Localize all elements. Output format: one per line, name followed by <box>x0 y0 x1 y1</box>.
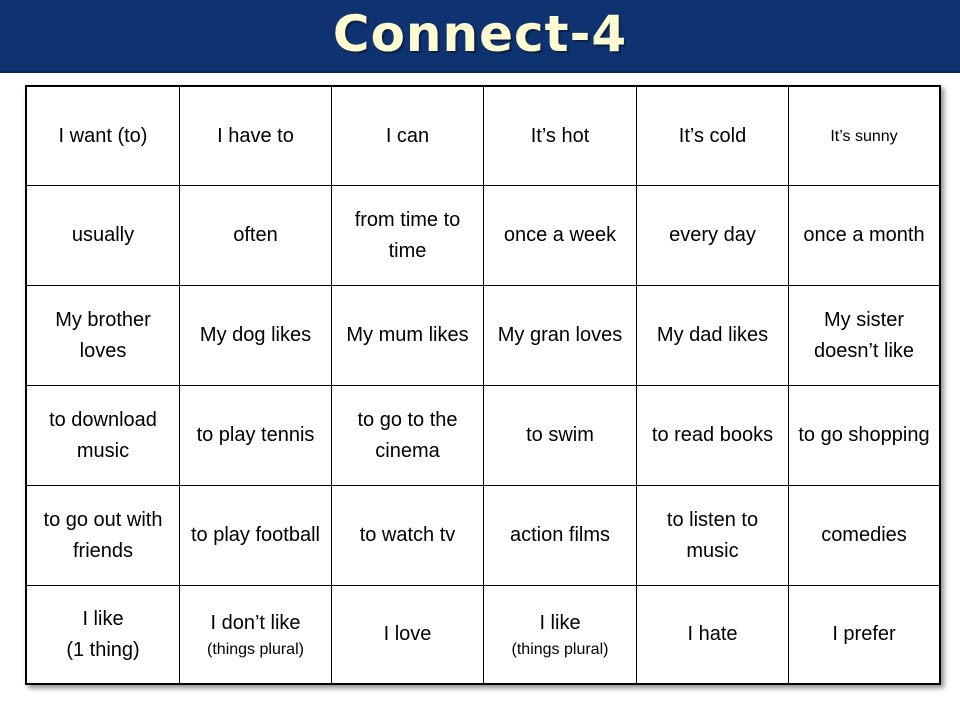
cell-text: to swim <box>526 424 594 446</box>
cell-text: to go shopping <box>798 424 930 446</box>
cell-text: every day <box>669 224 756 246</box>
cell-note: (things plural) <box>511 641 609 658</box>
cell-text: I like <box>82 607 124 630</box>
cell-text: My sister doesn’t like <box>813 308 915 362</box>
board-cell-r1-c6[interactable] <box>789 87 939 186</box>
cell-text: usually <box>71 224 135 246</box>
cell-text: I hate <box>687 623 738 645</box>
cell-text: comedies <box>821 524 907 546</box>
cell-text: often <box>233 224 278 246</box>
cell-text: I want (to) <box>58 124 148 147</box>
board-cell-r6-c3[interactable] <box>332 586 484 683</box>
cell-text: once a month <box>803 224 925 246</box>
cell-text: I don’t like <box>210 612 301 634</box>
game-board <box>25 85 941 685</box>
board-cell-r3-c6[interactable] <box>789 286 939 386</box>
board-cell-r6-c5[interactable] <box>637 586 789 683</box>
cell-text: My mum likes <box>346 324 469 346</box>
board-cell-r4-c6[interactable] <box>789 386 939 486</box>
board-cell-r4-c5[interactable] <box>637 386 789 486</box>
board-cell-r2-c6[interactable] <box>789 186 939 286</box>
board-cell-r4-c4[interactable] <box>484 386 637 486</box>
board-cell-r2-c1[interactable] <box>27 186 180 286</box>
cell-text: My dog likes <box>199 324 312 346</box>
cell-text: to listen to music <box>666 508 759 562</box>
cell-text: I like <box>539 612 581 634</box>
board-cell-r3-c1[interactable] <box>27 286 180 386</box>
cell-text: I prefer <box>832 623 896 645</box>
cell-text: My dad likes <box>656 324 769 346</box>
cell-text: to play tennis <box>196 424 315 446</box>
board-cell-r5-c1[interactable] <box>27 486 180 586</box>
board-cell-r4-c2[interactable] <box>180 386 332 486</box>
board-cell-r1-c4[interactable] <box>484 87 637 186</box>
board-cell-r5-c2[interactable] <box>180 486 332 586</box>
board-cell-r5-c5[interactable] <box>637 486 789 586</box>
board-cell-r3-c5[interactable] <box>637 286 789 386</box>
cell-text: It’s sunny <box>830 127 898 145</box>
board-cell-r4-c3[interactable] <box>332 386 484 486</box>
title-bar <box>0 0 960 73</box>
board-cell-r1-c3[interactable] <box>332 87 484 186</box>
page-title: Connect-4 <box>332 4 628 63</box>
cell-text: I have to <box>217 124 294 147</box>
cell-text: to play football <box>191 524 320 546</box>
cell-note: (things plural) <box>207 641 304 658</box>
cell-text: It’s cold <box>678 124 747 147</box>
cell-text: to go to the cinema <box>357 408 458 462</box>
cell-text: I love <box>383 623 432 645</box>
board-cell-r6-c2[interactable] <box>180 586 332 683</box>
cell-text: once a week <box>503 224 617 246</box>
board-cell-r6-c4[interactable] <box>484 586 637 683</box>
board-cell-r1-c1[interactable] <box>27 87 180 186</box>
cell-text: from time to time <box>354 208 461 262</box>
board-cell-r2-c5[interactable] <box>637 186 789 286</box>
cell-text: to download music <box>49 408 157 462</box>
cell-text: to read books <box>651 424 774 446</box>
board-cell-r3-c3[interactable] <box>332 286 484 386</box>
cell-text: to go out with friends <box>43 508 163 562</box>
board-cell-r6-c1[interactable] <box>27 586 180 683</box>
board-cell-r5-c4[interactable] <box>484 486 637 586</box>
board-cell-r1-c2[interactable] <box>180 87 332 186</box>
board-cell-r5-c6[interactable] <box>789 486 939 586</box>
board-cell-r3-c2[interactable] <box>180 286 332 386</box>
cell-text: My brother loves <box>55 308 151 362</box>
cell-text: My gran loves <box>497 324 623 346</box>
board-cell-r2-c4[interactable] <box>484 186 637 286</box>
board-cell-r4-c1[interactable] <box>27 386 180 486</box>
board-cell-r6-c6[interactable] <box>789 586 939 683</box>
board-cell-r2-c2[interactable] <box>180 186 332 286</box>
board-cell-r5-c3[interactable] <box>332 486 484 586</box>
cell-note: (1 thing) <box>66 638 140 661</box>
cell-text: action films <box>509 524 611 546</box>
board-cell-r2-c3[interactable] <box>332 186 484 286</box>
board-cell-r3-c4[interactable] <box>484 286 637 386</box>
cell-text: I can <box>385 124 430 147</box>
board-cell-r1-c5[interactable] <box>637 87 789 186</box>
cell-text: It’s hot <box>530 124 590 147</box>
cell-text: to watch tv <box>359 524 456 546</box>
